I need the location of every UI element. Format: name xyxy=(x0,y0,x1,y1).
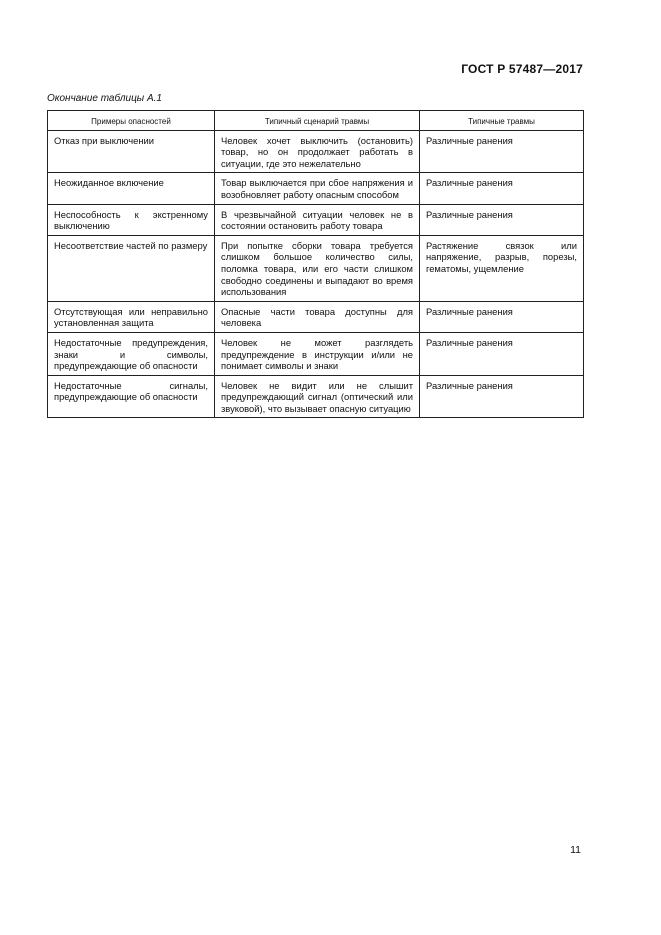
table-row xyxy=(48,332,584,375)
scenario-cell: Человек не видит или не слышит предупреждающий сигнал (оптический или звуковой), что вызывает опасную ситуацию xyxy=(215,375,420,418)
injury-cell: Различные ранения xyxy=(420,173,584,204)
table-row xyxy=(48,173,584,204)
injury-cell: Различные ранения xyxy=(420,332,584,375)
scenario-cell: Опасные части товара доступны для человека xyxy=(215,301,420,332)
injury-cell: Растяжение связок или напряжение, разрыв, порезы, гематомы, ущемление xyxy=(420,235,584,301)
injury-cell: Различные ранения xyxy=(420,375,584,418)
table-caption: Окончание таблицы А.1 xyxy=(47,93,162,104)
column-header-injury: Типичные травмы xyxy=(420,111,584,131)
table-row xyxy=(48,235,584,301)
scenario-cell: В чрезвычайной ситуации человек не в состоянии остановить работу товара xyxy=(215,204,420,235)
hazard-cell: Неожиданное включение xyxy=(48,173,215,204)
column-header-hazard: Примеры опасностей xyxy=(48,111,215,131)
document-code: ГОСТ Р 57487—2017 xyxy=(461,62,583,76)
table-row xyxy=(48,130,584,173)
hazard-cell: Несоответствие частей по размеру xyxy=(48,235,215,301)
hazard-cell: Неспособность к экстренному выключению xyxy=(48,204,215,235)
injury-cell: Различные ранения xyxy=(420,204,584,235)
injury-cell: Различные ранения xyxy=(420,130,584,173)
scenario-cell: При попытке сборки товара требуется слишком большое количество силы, поломка товара, или его части слишком свободно соединены и выпадают во время использования xyxy=(215,235,420,301)
hazard-table xyxy=(47,110,584,418)
scenario-cell: Товар выключается при сбое напряжения и возобновляет работу опасным способом xyxy=(215,173,420,204)
scenario-cell: Человек не может разглядеть предупреждение в инструкции и/или не понимает символы и знаки xyxy=(215,332,420,375)
column-header-scenario: Типичный сценарий травмы xyxy=(215,111,420,131)
table-row xyxy=(48,375,584,418)
table-header-row xyxy=(48,111,584,131)
scenario-cell: Человек хочет выключить (остановить) товар, но он продолжает работать в ситуации, где это нежелательно xyxy=(215,130,420,173)
hazard-cell: Отсутствующая или неправильно установленная защита xyxy=(48,301,215,332)
hazard-cell: Недостаточные предупреждения, знаки и символы, предупреждающие об опасности xyxy=(48,332,215,375)
hazard-cell: Недостаточные сигналы, предупреждающие об опасности xyxy=(48,375,215,418)
page-number: 11 xyxy=(570,844,581,856)
table-row xyxy=(48,301,584,332)
hazard-cell: Отказ при выключении xyxy=(48,130,215,173)
table-row xyxy=(48,204,584,235)
injury-cell: Различные ранения xyxy=(420,301,584,332)
